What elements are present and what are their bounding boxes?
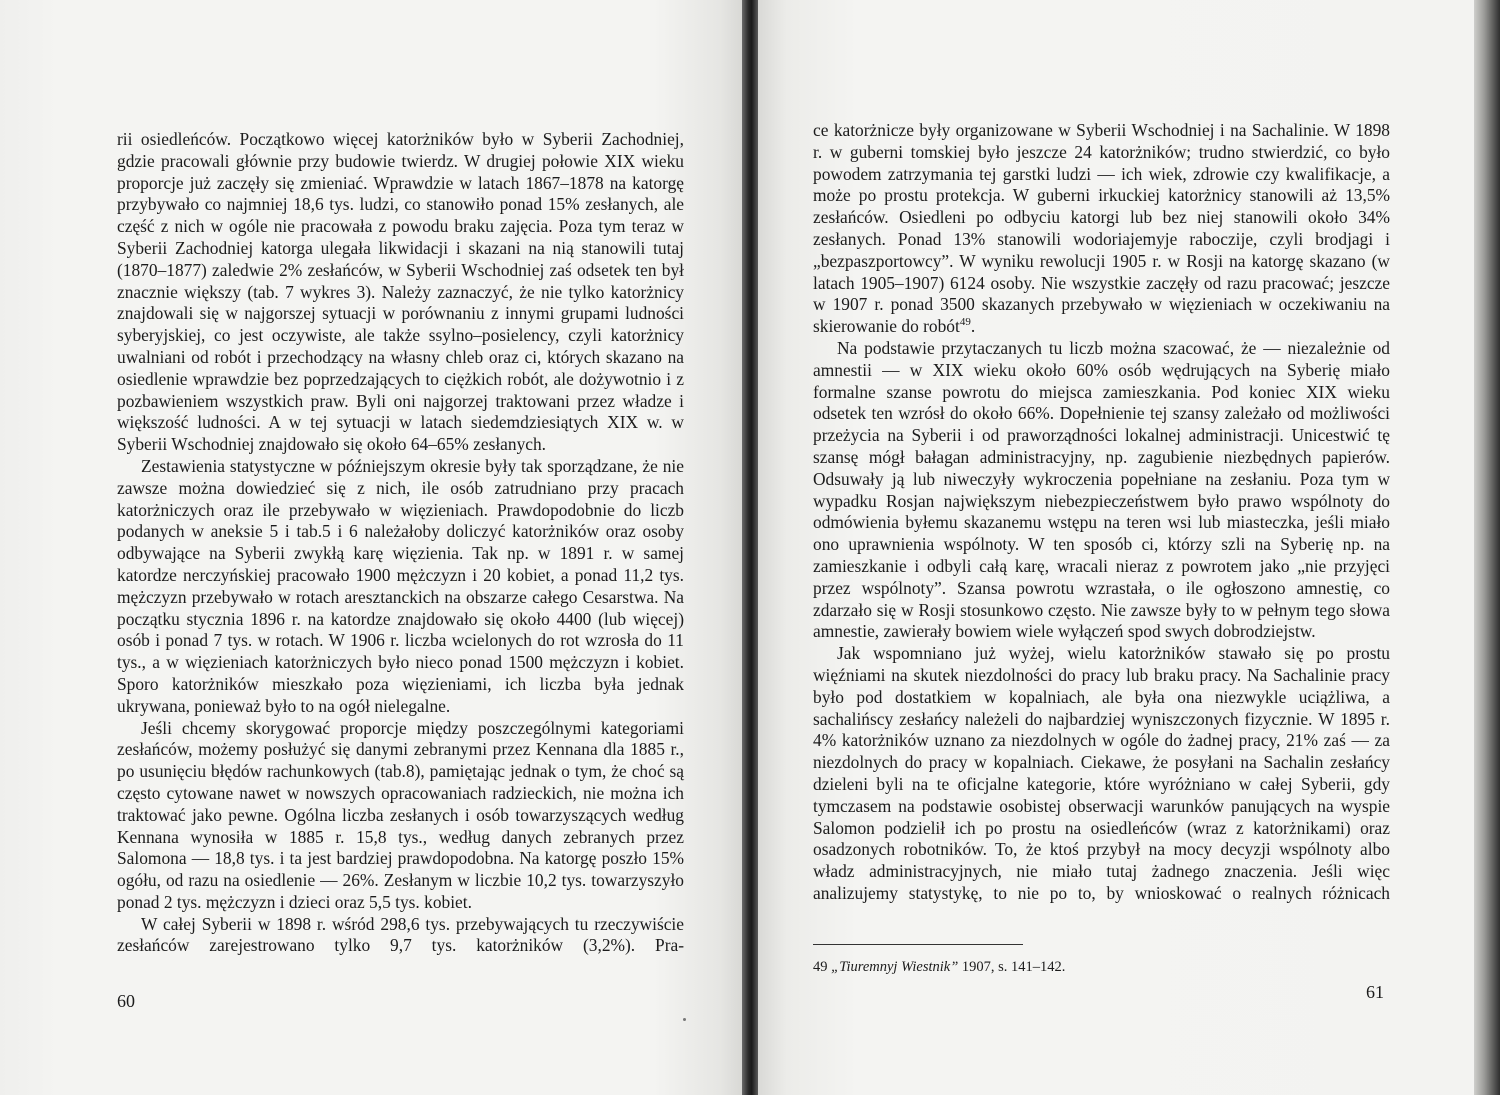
- footnote-number: 49: [813, 959, 828, 975]
- left-page-body: [117, 129, 684, 957]
- right-page-body: [813, 120, 1390, 905]
- footnote-reference: 49: [959, 316, 971, 329]
- paragraph-text: ce katorżnicze były organizowane w Syberii Wschodniej i na Sachalinie. W 1898 r. w guberni tomskiej było jeszcze 24 katorżników; trudno stwierdzić, co było powodem zatrzymania tej garstki ludzi — ich wiek, zdrowie czy kwalifikacje, a może po prostu protekcja. W guberni irkuckiej katorżnicy stanowili aż 13,5% zesłańców. Osiedleni po odbyciu katorgi lub bez niej stanowili około 34% zesłanych. Ponad 13% stanowili wodoriajemyje raboczije, czyli brodjagi i „bezpaszportowcy”. W wyniku rewolucji 1905 r. w Rosji na katorgę skazano (w latach 1905–1907) 6124 osoby. Nie wszystkie zaczęły od razu pracować; jeszcze w 1907 r. ponad 3500 skazanych przebywało w więzieniach w oczekiwaniu na skierowanie do robót: [813, 120, 1390, 337]
- paragraph: Jak wspomniano już wyżej, wielu katorżników stawało się po prostu więźniami na skutek niezdolności do pracy lub braku pracy. Na Sachalinie pracy było pod dostatkiem w kopalniach, ale była ona niezwykle uciążliwa, a sachalińscy zesłańcy należeli do najbardziej wyniszczonych fizycznie. W 1895 r. 4% katorżników uznano za niezdolnych w ogóle do żadnej pracy, 21% zaś — za niezdolnych do pracy w kopalniach. Ciekawe, że posyłani na Sachalin zesłańcy dzieleni byli na te oficjalne kategorie, które wyróżniano w całej Syberii, gdy tymczasem na podstawie osobistej obserwacji warunków panujących na wyspie Salomon podzielił ich po prostu na osiedleńców (wraz z katorżnikami) oraz osadzonych robotników. To, że ktoś przybył na mocy decyzji wspólnoty albo władz administracyjnych, nie miało tutaj żadnego znaczenia. Jeśli więc analizujemy statystykę, to nie po to, by wnioskować o realnych różnicach: [813, 643, 1390, 903]
- paragraph: W całej Syberii w 1898 r. wśród 298,6 tys. przebywających tu rzeczywiście zesłańców zarejestrowano tylko 9,7 tys. katorżników (3,2%). Pra-: [117, 913, 684, 956]
- right-page: [758, 0, 1474, 1095]
- speck: [683, 1018, 686, 1021]
- paragraph: Na podstawie przytaczanych tu liczb można szacować, że — niezależnie od amnestii — w XIX wieku około 60% osób wędrujących na Syberię miało formalne szanse powrotu do miejsca zamieszkania. Pod koniec XIX wieku odsetek ten wzrósł do około 66%. Dopełnienie tej szansy zależało od możliwości przeżycia na Syberii i od praworządności lokalnej administracji. Unicestwić tę szansę mógł bałagan administracyjny, np. zagubienie niezbędnych papierów. Odsuwały ją lub niweczyły wykroczenia popełniane na zesłaniu. Poza tym w wypadku Rosjan największym niebezpieczeństwem było prawo wspólnoty do odmówienia byłemu skazanemu wstępu na teren wsi lub miasteczka, jeśli miało ono uprawnienia wspólnoty. W ten sposób ci, którzy szli na Syberię np. na zamieszkanie i odbyli całą karę, wracali nieraz z powrotem jako „nie przyjęci przez wspólnoty”. Szansa powrotu wzrastała, o ile ogłoszono amnestię, co zdarzało się w Rosji stosunkowo często. Nie zawsze były to w pełnym tego słowa amnestie, zawierały bowiem wiele wyłączeń spod swych dobrodziejstw.: [813, 337, 1390, 642]
- page-number: 61: [1366, 982, 1384, 1002]
- paragraph: rii osiedleńców. Początkowo więcej katorżników było w Syberii Zachodniej, gdzie pracowali głównie przy budowie twierdz. W drugiej połowie XIX wieku proporcje już zaczęły się zmieniać. Wprawdzie w latach 1867–1878 na katorgę przybywało co najmniej 18,6 tys. ludzi, co stanowiło ponad 15% zesłanych, ale część z nich w ogóle nie pracowała z powodu braku zajęcia. Poza tym teraz w Syberii Zachodniej katorga ulegała likwidacji i skazani na nią stanowili tutaj (1870–1877) zaledwie 2% zesłańców, w Syberii Wschodniej zaś odsetek ten był znacznie większy (tab. 7 wykres 3). Należy zaznaczyć, że nie tylko katorżnicy znajdowali się w najgorszej sytuacji w porównaniu z innymi grupami ludności syberyjskiej, co jest oczywiste, ale także ssylno–posielency, czyli katorżnicy uwalniani od robót i przechodzący na własny chleb oraz ci, których skazano na osiedlenie wprawdzie bez poprzedzających to ciężkich robót, ale dożywotnio i z pozbawieniem wszystkich praw. Byli oni najgorzej traktowani przez władze i większość ludności. A w tej sytuacji w latach siedemdziesiątych XIX w. w Syberii Wschodniej znajdowało się około 64–65% zesłanych.: [117, 129, 684, 455]
- paragraph: Jeśli chcemy skorygować proporcje między poszczególnymi kategoriami zesłańców, możemy posłużyć się danymi zebranymi przez Kennana dla 1885 r., po usunięciu błędów rachunkowych (tab.8), pamiętając jednak o tym, że choć są często cytowane nawet w nowszych opracowaniach radzieckich, nie można ich traktować jako pewne. Ogólna liczba zesłanych i osób towarzyszących według Kennana wynosiła w 1885 r. 15,8 tys., według danych zebranych przez Salomona — 18,8 tys. i ta jest bardziej prawdopodobna. Na katorgę poszło 15% ogółu, od razu na osiedlenie — 26%. Zesłanym w liczbie 10,2 tys. towarzyszyło ponad 2 tys. mężczyzn i dzieci oraz 5,5 tys. kobiet.: [117, 717, 684, 912]
- footnote-divider: [813, 944, 1023, 945]
- footnote: [813, 958, 1373, 976]
- book-gutter: [742, 0, 758, 1095]
- paragraph: Zestawienia statystyczne w późniejszym okresie były tak sporządzane, że nie zawsze można dowiedzieć się z nich, ile osób zatrudniano przy pracach katorżniczych oraz ile przebywało w więzieniach. Prawdopodobnie do liczb podanych w aneksie 5 i tab.5 i 6 należałoby doliczyć katorżników oraz osoby odbywające na Syberii zwykłą karę więzienia. Tak np. w 1891 r. w samej katordze nerczyńskiej pracowało 1900 mężczyzn i 20 kobiet, a ponad 11,2 tys. mężczyzn przebywało w rotach aresztanckich na obszarze całego Cesarstwa. Na początku stycznia 1896 r. na katordze znajdowało się około 4400 (lub więcej) osób i ponad 7 tys. w rotach. W 1906 r. liczba wcielonych do rot wzrosła do 11 tys., a w więzieniach katorżniczych było nieco ponad 1500 mężczyzn i kobiet. Sporo katorżników mieszkało poza więzieniami, ich liczba była jednak ukrywana, ponieważ było to na ogół nielegalne.: [117, 455, 684, 716]
- paragraph: ce katorżnicze były organizowane w Syberii Wschodniej i na Sachalinie. W 1898 r. w guberni tomskiej było jeszcze 24 katorżników; trudno stwierdzić, co było powodem zatrzymania tej garstki ludzi — ich wiek, zdrowie czy kwalifikacje, a może po prostu protekcja. W guberni irkuckiej katorżnicy stanowili aż 13,5% zesłańców. Osiedleni po odbyciu katorgi lub bez niej stanowili około 34% zesłanych. Ponad 13% stanowili wodoriajemyje raboczije, czyli brodjagi i „bezpaszportowcy”. W wyniku rewolucji 1905 r. w Rosji na katorgę skazano (w latach 1905–1907) 6124 osoby. Nie wszystkie zaczęły od razu pracować; jeszcze w 1907 r. ponad 3500 skazanych przebywało w więzieniach w oczekiwaniu na skierowanie do robót$^{49}$.: [813, 120, 1390, 337]
- left-page: [0, 0, 742, 1095]
- footnote-source: „Tiuremnyj Wiestnik”: [831, 959, 959, 975]
- page-edge: [1474, 0, 1500, 1095]
- page-number: 60: [117, 991, 135, 1011]
- footnote-details: 1907, s. 141–142.: [958, 959, 1066, 975]
